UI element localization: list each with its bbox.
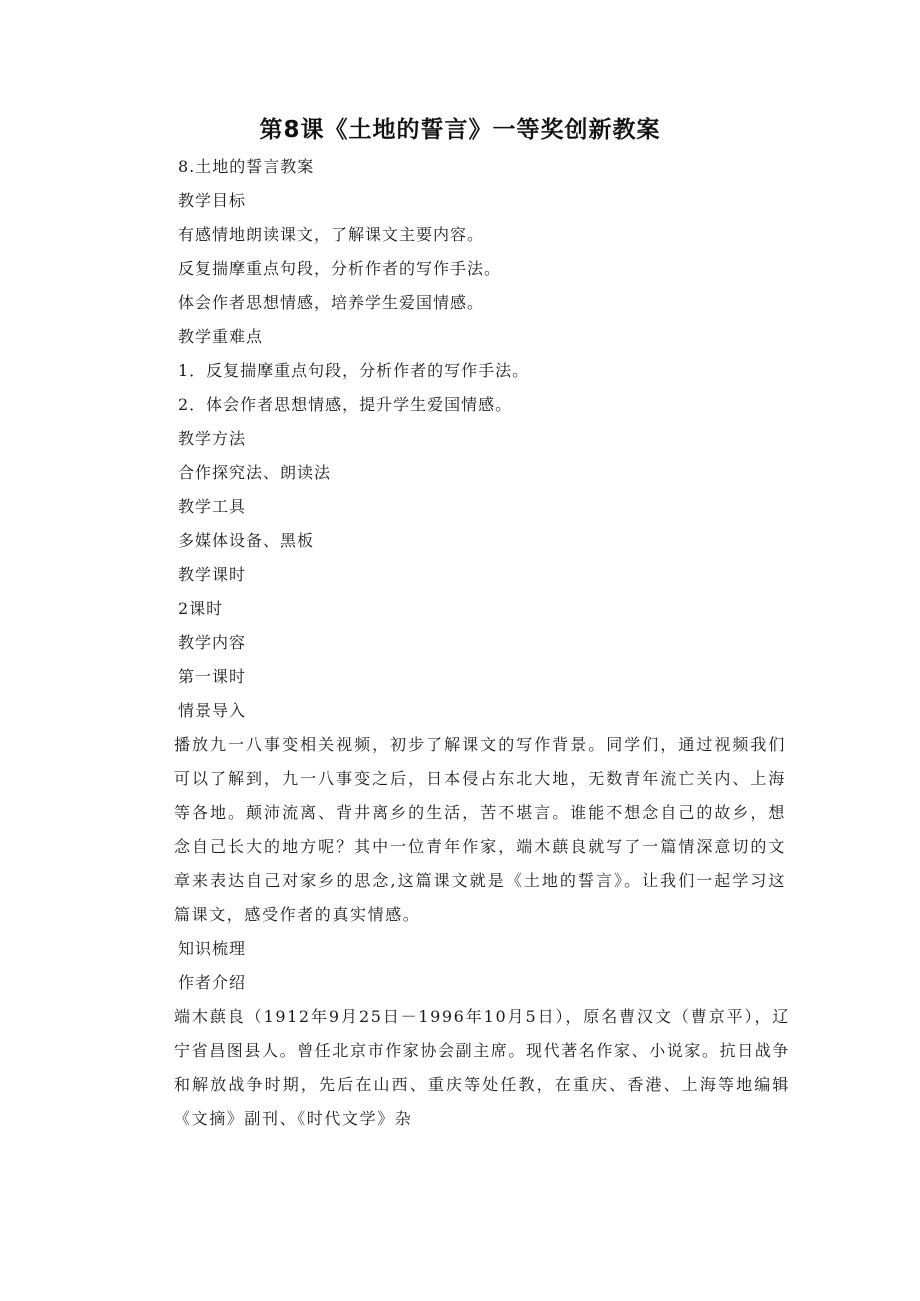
document-body — [174, 150, 798, 1136]
document-title: 第8课《土地的誓言》一等奖创新教案 — [259, 117, 661, 143]
section-heading: 教学方法 — [178, 429, 247, 448]
section-heading: 教学内容 — [178, 633, 247, 652]
text-line: 作者介绍 — [178, 973, 247, 992]
section-heading: 教学目标 — [178, 191, 247, 210]
paragraph-intro: 播放九一八事变相关视频，初步了解课文的写作背景。同学们，通过视频我们可以了解到，九一八事变之后，日本侵占东北大地，无数青年流亡关内、上海等各地。颠沛流离、背井离乡的生活，苦不堪言。谁能不想念自己的故乡，想念自己长大的地方呢？其中一位青年作家，端木蕻良就写了一篇情深意切的文章来表达自己对家乡的思念,这篇课文就是《土地的誓言》。让我们一起学习这篇课文，感受作者的真实情感。 — [174, 735, 786, 924]
paragraph-author: 端木蕻良（1912年9月25日－1996年10月5日），原名曹汉文（曹京平），辽宁省昌图县人。曾任北京市作家协会副主席。现代著名作家、小说家。抗日战争和解放战争时期，先后在山西、重庆等处任教，在重庆、香港、上海等地编辑《文摘》副刊、《时代文学》杂 — [174, 1007, 791, 1128]
text-line: 有感情地朗读课文，了解课文主要内容。 — [178, 225, 485, 244]
text-line: 1．反复揣摩重点句段，分析作者的写作手法。 — [178, 361, 530, 380]
section-heading: 知识梳理 — [178, 939, 247, 958]
text-line: 2课时 — [178, 599, 224, 618]
text-line: 情景导入 — [178, 701, 247, 720]
text-line: 8.土地的誓言教案 — [178, 157, 315, 176]
text-line: 第一课时 — [178, 667, 247, 686]
text-line: 多媒体设备、黑板 — [178, 531, 315, 550]
text-line: 体会作者思想情感，培养学生爱国情感。 — [178, 293, 485, 312]
text-line: 合作探究法、朗读法 — [178, 463, 332, 482]
text-line: 2．体会作者思想情感，提升学生爱国情感。 — [178, 395, 513, 414]
text-line: 反复揣摩重点句段，分析作者的写作手法。 — [178, 259, 502, 278]
section-heading: 教学重难点 — [178, 327, 264, 346]
section-heading: 教学工具 — [178, 497, 247, 516]
section-heading: 教学课时 — [178, 565, 247, 584]
